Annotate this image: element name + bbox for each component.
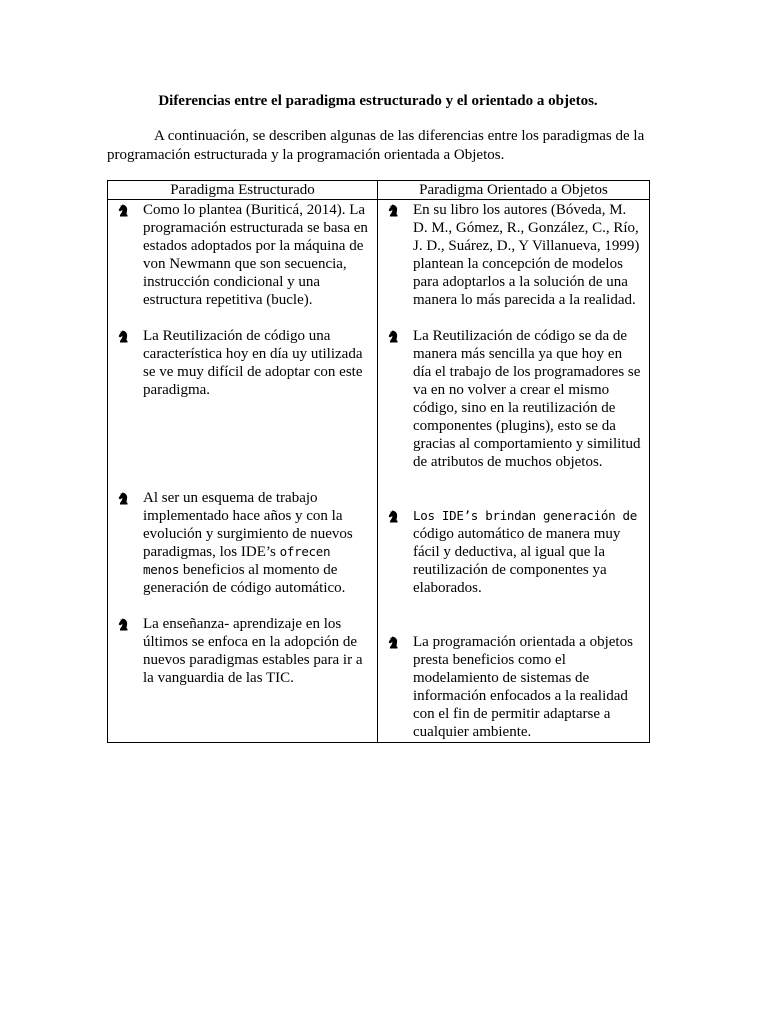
document-title: Diferencias entre el paradigma estructurado y el orientado a objetos. xyxy=(158,93,598,109)
structured-item-3-text-a: Al ser un esquema de trabajo implementado hace años y con la evolución y surgimiento de nuevos paradigmas, los IDE’s xyxy=(143,490,353,560)
list-item xyxy=(108,327,377,399)
object-oriented-column xyxy=(378,200,650,743)
spacer xyxy=(378,309,649,327)
structured-item-4: La enseñanza- aprendizaje en los últimos se enfoca en la adopción de nuevos paradigmas estables para ir a la vanguardia de las TIC. xyxy=(143,616,363,686)
header-structured: Paradigma Estructurado xyxy=(108,181,378,200)
spacer xyxy=(378,597,649,633)
spacer xyxy=(108,399,377,489)
chess-knight-icon xyxy=(118,492,129,505)
spacer xyxy=(108,597,377,615)
chess-knight-icon xyxy=(388,510,399,523)
chess-knight-icon xyxy=(118,618,129,631)
list-item xyxy=(108,615,377,687)
oo-item-3-text: código automático de manera muy fácil y deductiva, al igual que la reutilización de componentes ya elaborados. xyxy=(413,526,621,596)
oo-item-3 xyxy=(413,508,637,596)
structured-item-3 xyxy=(143,490,353,596)
intro-paragraph: A continuación, se describen algunas de las diferencias entre los paradigmas de la programación estructurada y la programación orientada a Objetos. xyxy=(107,128,645,163)
structured-item-3-mono: ofrecen menos xyxy=(143,544,331,577)
structured-item-3-text-b: beneficios al momento de generación de código automático. xyxy=(143,562,346,596)
oo-item-1: En su libro los autores (Bóveda, M. D. M., Gómez, R., González, C., Río, J. D., Suárez, D., Y Villanueva, 1999) plantean la concepción de modelos para adoptarlos a la solución de una manera lo más parecida a la realidad. xyxy=(413,202,640,308)
structured-item-2: La Reutilización de código una característica hoy en día uy utilizada se ve muy difícil de adoptar con este paradigma. xyxy=(143,328,363,398)
structured-item-1: Como lo plantea (Buriticá, 2014). La programación estructurada se basa en estados adoptados por la máquina de von Newmann que son secuencia, instrucción condicional y una estructura repetitiva (bucle). xyxy=(143,202,368,308)
spacer xyxy=(378,471,649,507)
header-object-oriented: Paradigma Orientado a Objetos xyxy=(378,181,650,200)
list-item xyxy=(378,327,649,471)
list-item xyxy=(378,201,649,309)
list-item xyxy=(108,489,377,597)
chess-knight-icon xyxy=(388,204,399,217)
oo-item-2: La Reutilización de código se da de manera más sencilla ya que hoy en día el trabajo de los programadores se va en no volver a crear el mismo código, sino en la reutilización de componentes (plugins), esto se da gracias al comportamiento y similitud de atributos de muchos objetos. xyxy=(413,328,641,470)
list-item xyxy=(378,633,649,741)
chess-knight-icon xyxy=(388,330,399,343)
comparison-table xyxy=(107,180,650,743)
chess-knight-icon xyxy=(388,636,399,649)
list-item xyxy=(378,507,649,597)
table-body-row xyxy=(108,200,650,743)
structured-column xyxy=(108,200,378,743)
spacer xyxy=(108,309,377,327)
chess-knight-icon xyxy=(118,330,129,343)
oo-item-4: La programación orientada a objetos presta beneficios como el modelamiento de sistemas de información enfocados a la realidad con el fin de permitir adaptarse a cualquier ambiente. xyxy=(413,634,633,740)
table-header-row xyxy=(108,181,650,200)
chess-knight-icon xyxy=(118,204,129,217)
list-item xyxy=(108,201,377,309)
oo-item-3-mono: Los IDE’s brindan generación de xyxy=(413,508,637,523)
